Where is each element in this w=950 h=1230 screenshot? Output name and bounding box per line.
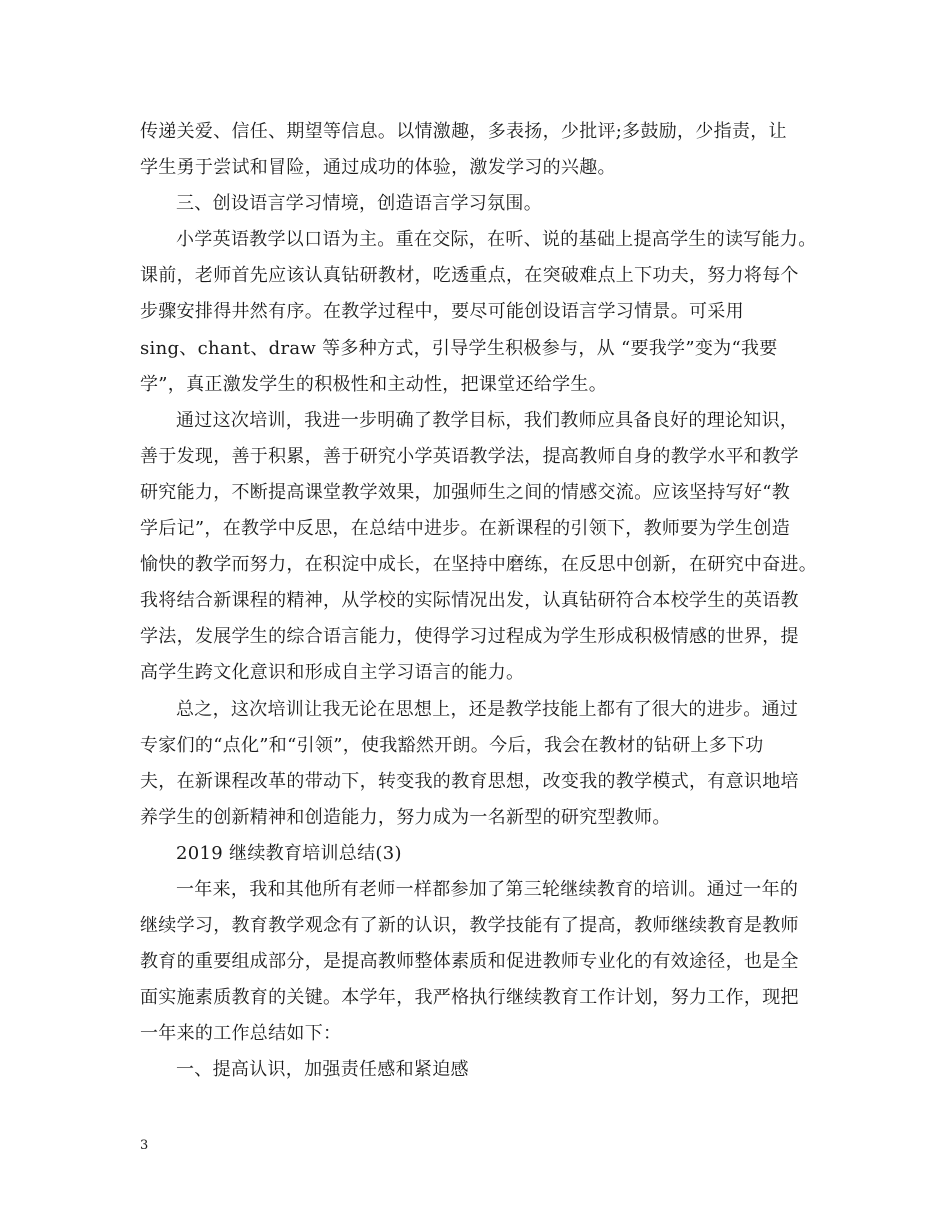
text-line: 善于发现，善于积累，善于研究小学英语教学法，提高教师自身的教学水平和教学 [140,445,799,467]
text-line: sing、chant、draw 等多种方式，引导学生积极参与，从 “要我学”变为“我要 [140,337,778,359]
text-line: 教育的重要组成部分，是提高教师整体素质和促进教师专业化的有效途径，也是全 [140,951,799,973]
page-number: 3 [140,1138,149,1153]
text-line: 夫，在新课程改革的带动下，转变我的教育思想，改变我的教学模式，有意识地培 [140,770,799,792]
document-body [140,114,820,1089]
text-line: 总之，这次培训让我无论在思想上，还是教学技能上都有了很大的进步。通过 [176,698,799,720]
text-line: 愉快的教学而努力，在积淀中成长，在坚持中磨练，在反思中创新，在研究中奋进。 [140,554,818,576]
section-title: 2019 继续教育培训总结(3) [176,842,402,864]
text-line: 养学生的创新精神和创造能力，努力成为一名新型的研究型教师。 [140,806,671,828]
text-line: 课前，老师首先应该认真钻研教材，吃透重点，在突破难点上下功夫，努力将每个 [140,265,799,287]
text-line: 一年来的工作总结如下： [140,1023,342,1045]
text-line: 步骤安排得井然有序。在教学过程中，要尽可能创设语言学习情景。可采用 [140,301,744,323]
text-line: 学生勇于尝试和冒险，通过成功的体验，激发学习的兴趣。 [140,157,616,179]
section-heading: 三、创设语言学习情境，创造语言学习氛围。 [176,193,542,215]
section-heading: 一、提高认识，加强责任感和紧迫感 [176,1059,469,1081]
text-line: 高学生跨文化意识和形成自主学习语言的能力。 [140,662,525,684]
text-line: 专家们的“点化”和“引领”，使我豁然开朗。今后，我会在教材的钻研上多下功 [140,734,764,756]
text-line: 研究能力，不断提高课堂教学效果，加强师生之间的情感交流。应该坚持写好“教 [140,481,790,503]
text-line: 传递关爱、信任、期望等信息。以情激趣，多表扬，少批评;多鼓励，少指责，让 [140,121,787,142]
text-line: 面实施素质教育的关键。本学年，我严格执行继续教育工作计划，努力工作，现把 [140,987,799,1009]
text-line: 继续学习，教育教学观念有了新的认识，教学技能有了提高，教师继续教育是教师 [140,915,799,937]
text-line: 学”，真正激发学生的积极性和主动性，把课堂还给学生。 [140,373,607,395]
text-line: 我将结合新课程的精神，从学校的实际情况出发，认真钻研符合本校学生的英语教 [140,590,799,612]
text-line: 小学英语教学以口语为主。重在交际，在听、说的基础上提高学生的读写能力。 [176,229,817,251]
text-line: 一年来，我和其他所有老师一样都参加了第三轮继续教育的培训。通过一年的 [176,878,799,900]
text-line: 学法，发展学生的综合语言能力，使得学习过程成为学生形成积极情感的世界，提 [140,626,799,648]
text-line: 通过这次培训，我进一步明确了教学目标，我们教师应具备良好的理论知识， [176,409,799,431]
text-line: 学后记”，在教学中反思，在总结中进步。在新课程的引领下，教师要为学生创造 [140,518,790,540]
